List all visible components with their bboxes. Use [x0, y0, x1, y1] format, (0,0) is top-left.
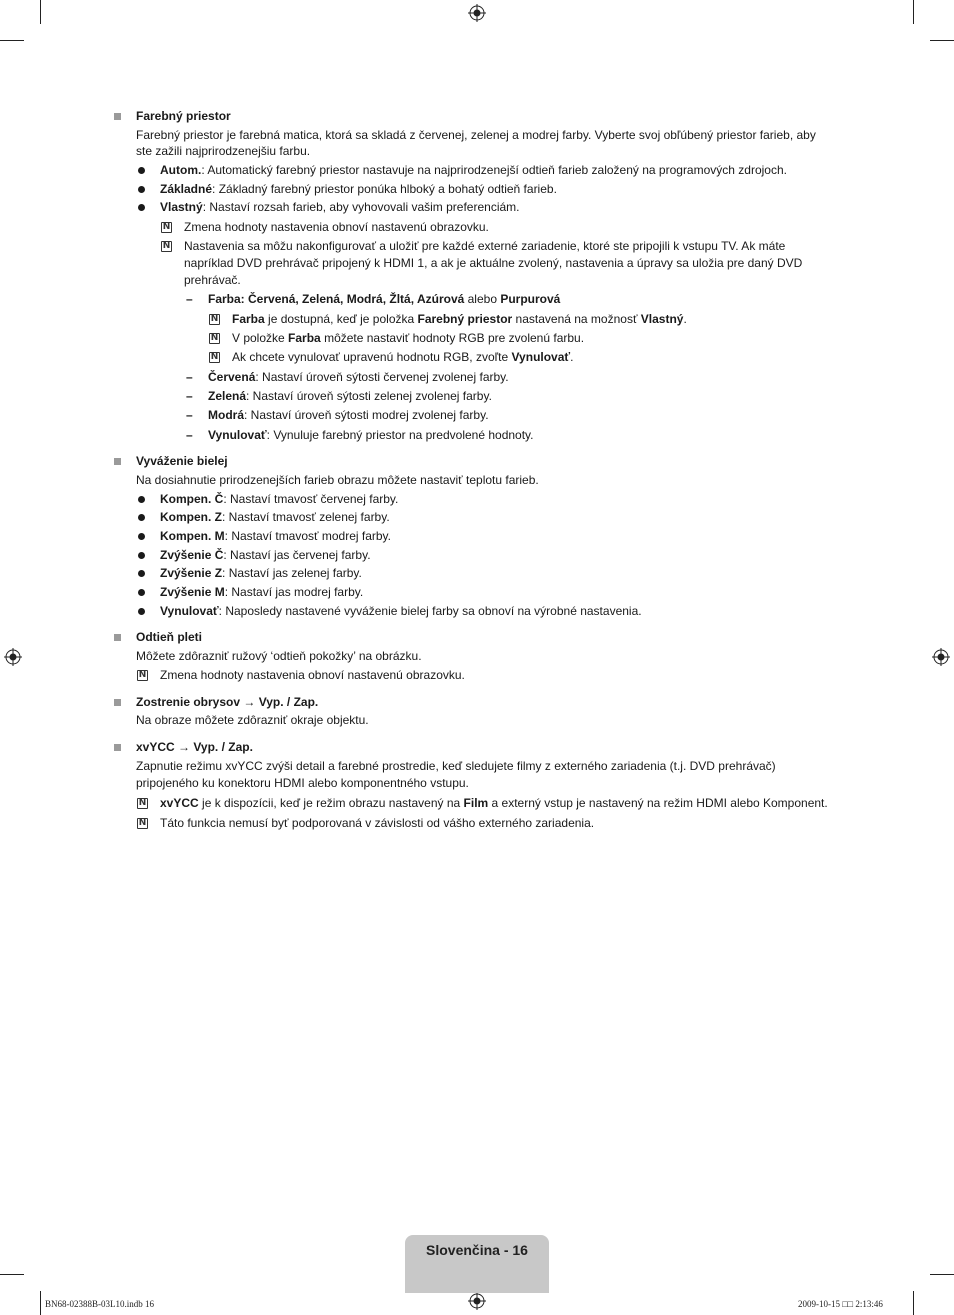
list-bullet [138, 533, 145, 540]
dash-item [208, 427, 534, 444]
term: Zvýšenie M [160, 585, 225, 599]
list-bullet [138, 570, 145, 577]
note-icon: N [138, 818, 147, 828]
note-text: Nastavenia sa môžu nakonfigurovať a uložiť pre každé externé zariadenie, ktoré ste pripojili k vstupu TV. Ak máte [184, 239, 786, 253]
description: : Nastaví jas modrej farby. [224, 585, 364, 599]
crop-mark [913, 0, 914, 24]
term: Autom. [160, 163, 202, 177]
term: Modrá [208, 408, 244, 422]
dash-bullet: – [186, 408, 193, 422]
dash-item [208, 369, 509, 386]
term: xvYCC [160, 796, 199, 810]
paragraph-line: ste zažili najprirodzenejšiu farbu. [136, 144, 311, 158]
note-icon: N [138, 798, 147, 808]
term: Farba: Červená, Zelená, Modrá, Žltá, Azúrová [208, 292, 465, 306]
term: Zvýšenie Z [160, 566, 223, 580]
description: : Vynuluje farebný priestor na predvolené hodnoty. [266, 428, 534, 442]
description: nastavená na možnosť [512, 312, 641, 326]
note-icon: N [162, 222, 171, 232]
term: Vynulovať [160, 604, 219, 618]
crop-mark [0, 1274, 24, 1275]
print-file-info: BN68-02388B-03L10.indb 16 [45, 1299, 154, 1309]
term: Červená [208, 370, 256, 384]
term: Základné [160, 182, 213, 196]
description: : Nastaví tmavosť modrej farby. [224, 529, 392, 543]
crop-mark [930, 1274, 954, 1275]
section-heading: Vyváženie bielej [136, 454, 228, 468]
term: Farba [232, 312, 265, 326]
term: Purpurová [500, 292, 561, 306]
section-heading: Zostrenie obrysov → Vyp. / Zap. [136, 695, 319, 709]
description: : Nastaví jas zelenej farby. [222, 566, 362, 580]
note-text: Zmena hodnoty nastavenia obnoví nastavenú obrazovku. [160, 668, 465, 682]
section-square-bullet [114, 744, 121, 751]
list-bullet [138, 552, 145, 559]
description: je k dispozícii, keď je režim obrazu nastavený na [198, 796, 464, 810]
note-text: Táto funkcia nemusí byť podporovaná v závislosti od vášho externého zariadenia. [160, 816, 595, 830]
list-bullet [138, 496, 145, 503]
note-text [232, 349, 574, 366]
list-item [160, 528, 391, 545]
list-item [160, 565, 362, 582]
page-number-label: Slovenčina - 16 [426, 1242, 528, 1258]
crop-mark [40, 1291, 41, 1315]
list-bullet [138, 204, 145, 211]
description: . [570, 350, 574, 364]
term: Farebný priestor [417, 312, 513, 326]
list-bullet [138, 514, 145, 521]
description: . [683, 312, 687, 326]
note-text: prehrávač. [184, 273, 241, 287]
description: V položke [232, 331, 289, 345]
list-item [160, 199, 520, 216]
description: a externý vstup je nastavený na režim HDMI alebo Komponent. [488, 796, 828, 810]
paragraph-line: Môžete zdôrazniť ružový ‘odtieň pokožky’ na obrázku. [136, 649, 422, 663]
description: : Nastaví úroveň sýtosti modrej zvolenej farby. [244, 408, 489, 422]
print-date-info: 2009-10-15 □□ 2:13:46 [798, 1299, 883, 1309]
term: Vynulovať [208, 428, 267, 442]
note-icon: N [210, 352, 219, 362]
term: Farba [288, 331, 321, 345]
list-bullet [138, 608, 145, 615]
dash-bullet: – [186, 370, 193, 384]
section-heading: xvYCC → Vyp. / Zap. [136, 740, 253, 754]
description: : Nastaví úroveň sýtosti červenej zvolenej farby. [255, 370, 509, 384]
registration-mark-icon [468, 1292, 486, 1310]
note-icon: N [210, 314, 219, 324]
section-square-bullet [114, 699, 121, 706]
list-item [160, 181, 557, 198]
list-bullet [138, 186, 145, 193]
description: je dostupná, keď je položka [264, 312, 418, 326]
dash-bullet: – [186, 389, 193, 403]
term: Kompen. Z [160, 510, 222, 524]
description: : Nastaví rozsah farieb, aby vyhovovali vašim preferenciám. [202, 200, 520, 214]
description: : Nastaví úroveň sýtosti zelenej zvolenej farby. [246, 389, 492, 403]
term: Kompen. M [160, 529, 225, 543]
term: Kompen. Č [160, 492, 224, 506]
dash-item [208, 388, 492, 405]
note-icon: N [162, 241, 171, 251]
list-bullet [138, 167, 145, 174]
paragraph-line: Zapnutie režimu xvYCC zvýši detail a farebné prostredie, keď sledujete filmy z externého zariadenia (t.j. DVD prehrávač) [136, 759, 776, 773]
description: : Naposledy nastavené vyváženie bielej farby sa obnoví na výrobné nastavenia. [218, 604, 642, 618]
paragraph-line: Farebný priestor je farebná matica, ktorá sa skladá z červenej, zelenej a modrej farby. Vyberte svoj obľúbený priestor farieb, aby [136, 128, 816, 142]
crop-mark [40, 0, 41, 24]
list-item [160, 162, 787, 179]
note-text: napríklad DVD prehrávač pripojený k HDMI 1, a ak je aktuálne zvolený, nastavenia a úpravy sa uložia pre daný DVD [184, 256, 803, 270]
section-heading: Odtieň pleti [136, 630, 202, 644]
list-item [160, 547, 371, 564]
term: Vlastný [160, 200, 203, 214]
description: Ak chcete vynulovať upravenú hodnotu RGB, zvoľte [232, 350, 512, 364]
list-item [160, 584, 363, 601]
term: Vynulovať [511, 350, 571, 364]
note-icon: N [210, 333, 219, 343]
paragraph-line: Na obraze môžete zdôrazniť okraje objektu. [136, 713, 369, 727]
paragraph-line: pripojeného ku konektoru HDMI alebo komponentného vstupu. [136, 776, 469, 790]
crop-mark [0, 40, 24, 41]
description: : Nastaví jas červenej farby. [223, 548, 371, 562]
list-bullet [138, 589, 145, 596]
description: alebo [464, 292, 501, 306]
crop-mark [930, 40, 954, 41]
term: Zelená [208, 389, 247, 403]
section-heading: Farebný priestor [136, 109, 231, 123]
list-item [160, 491, 398, 508]
note-text [232, 330, 584, 347]
note-text [160, 795, 828, 812]
list-item [160, 603, 642, 620]
dash-item [208, 407, 489, 424]
term: Film [463, 796, 489, 810]
list-item [160, 509, 390, 526]
registration-mark-icon [932, 648, 950, 666]
section-square-bullet [114, 458, 121, 465]
registration-mark-icon [468, 4, 486, 22]
crop-mark [913, 1291, 914, 1315]
dash-item [208, 291, 560, 308]
paragraph-line: Na dosiahnutie prirodzenejších farieb obrazu môžete nastaviť teplotu farieb. [136, 473, 539, 487]
note-text: Zmena hodnoty nastavenia obnoví nastavenú obrazovku. [184, 220, 489, 234]
section-square-bullet [114, 113, 121, 120]
description: : Základný farebný priestor ponúka hlboký a bohatý odtieň farieb. [212, 182, 557, 196]
note-icon: N [138, 670, 147, 680]
dash-bullet: – [186, 428, 193, 442]
dash-bullet: – [186, 292, 193, 306]
description: : Nastaví tmavosť zelenej farby. [222, 510, 390, 524]
registration-mark-icon [4, 648, 22, 666]
description: : Automatický farebný priestor nastavuje na najprirodzenejší odtieň farieb založený na programových zdrojoch. [201, 163, 787, 177]
term: Vlastný [640, 312, 684, 326]
section-square-bullet [114, 634, 121, 641]
term: Zvýšenie Č [160, 548, 224, 562]
description: môžete nastaviť hodnoty RGB pre zvolenú farbu. [320, 331, 585, 345]
note-text [232, 311, 687, 328]
description: : Nastaví tmavosť červenej farby. [223, 492, 399, 506]
